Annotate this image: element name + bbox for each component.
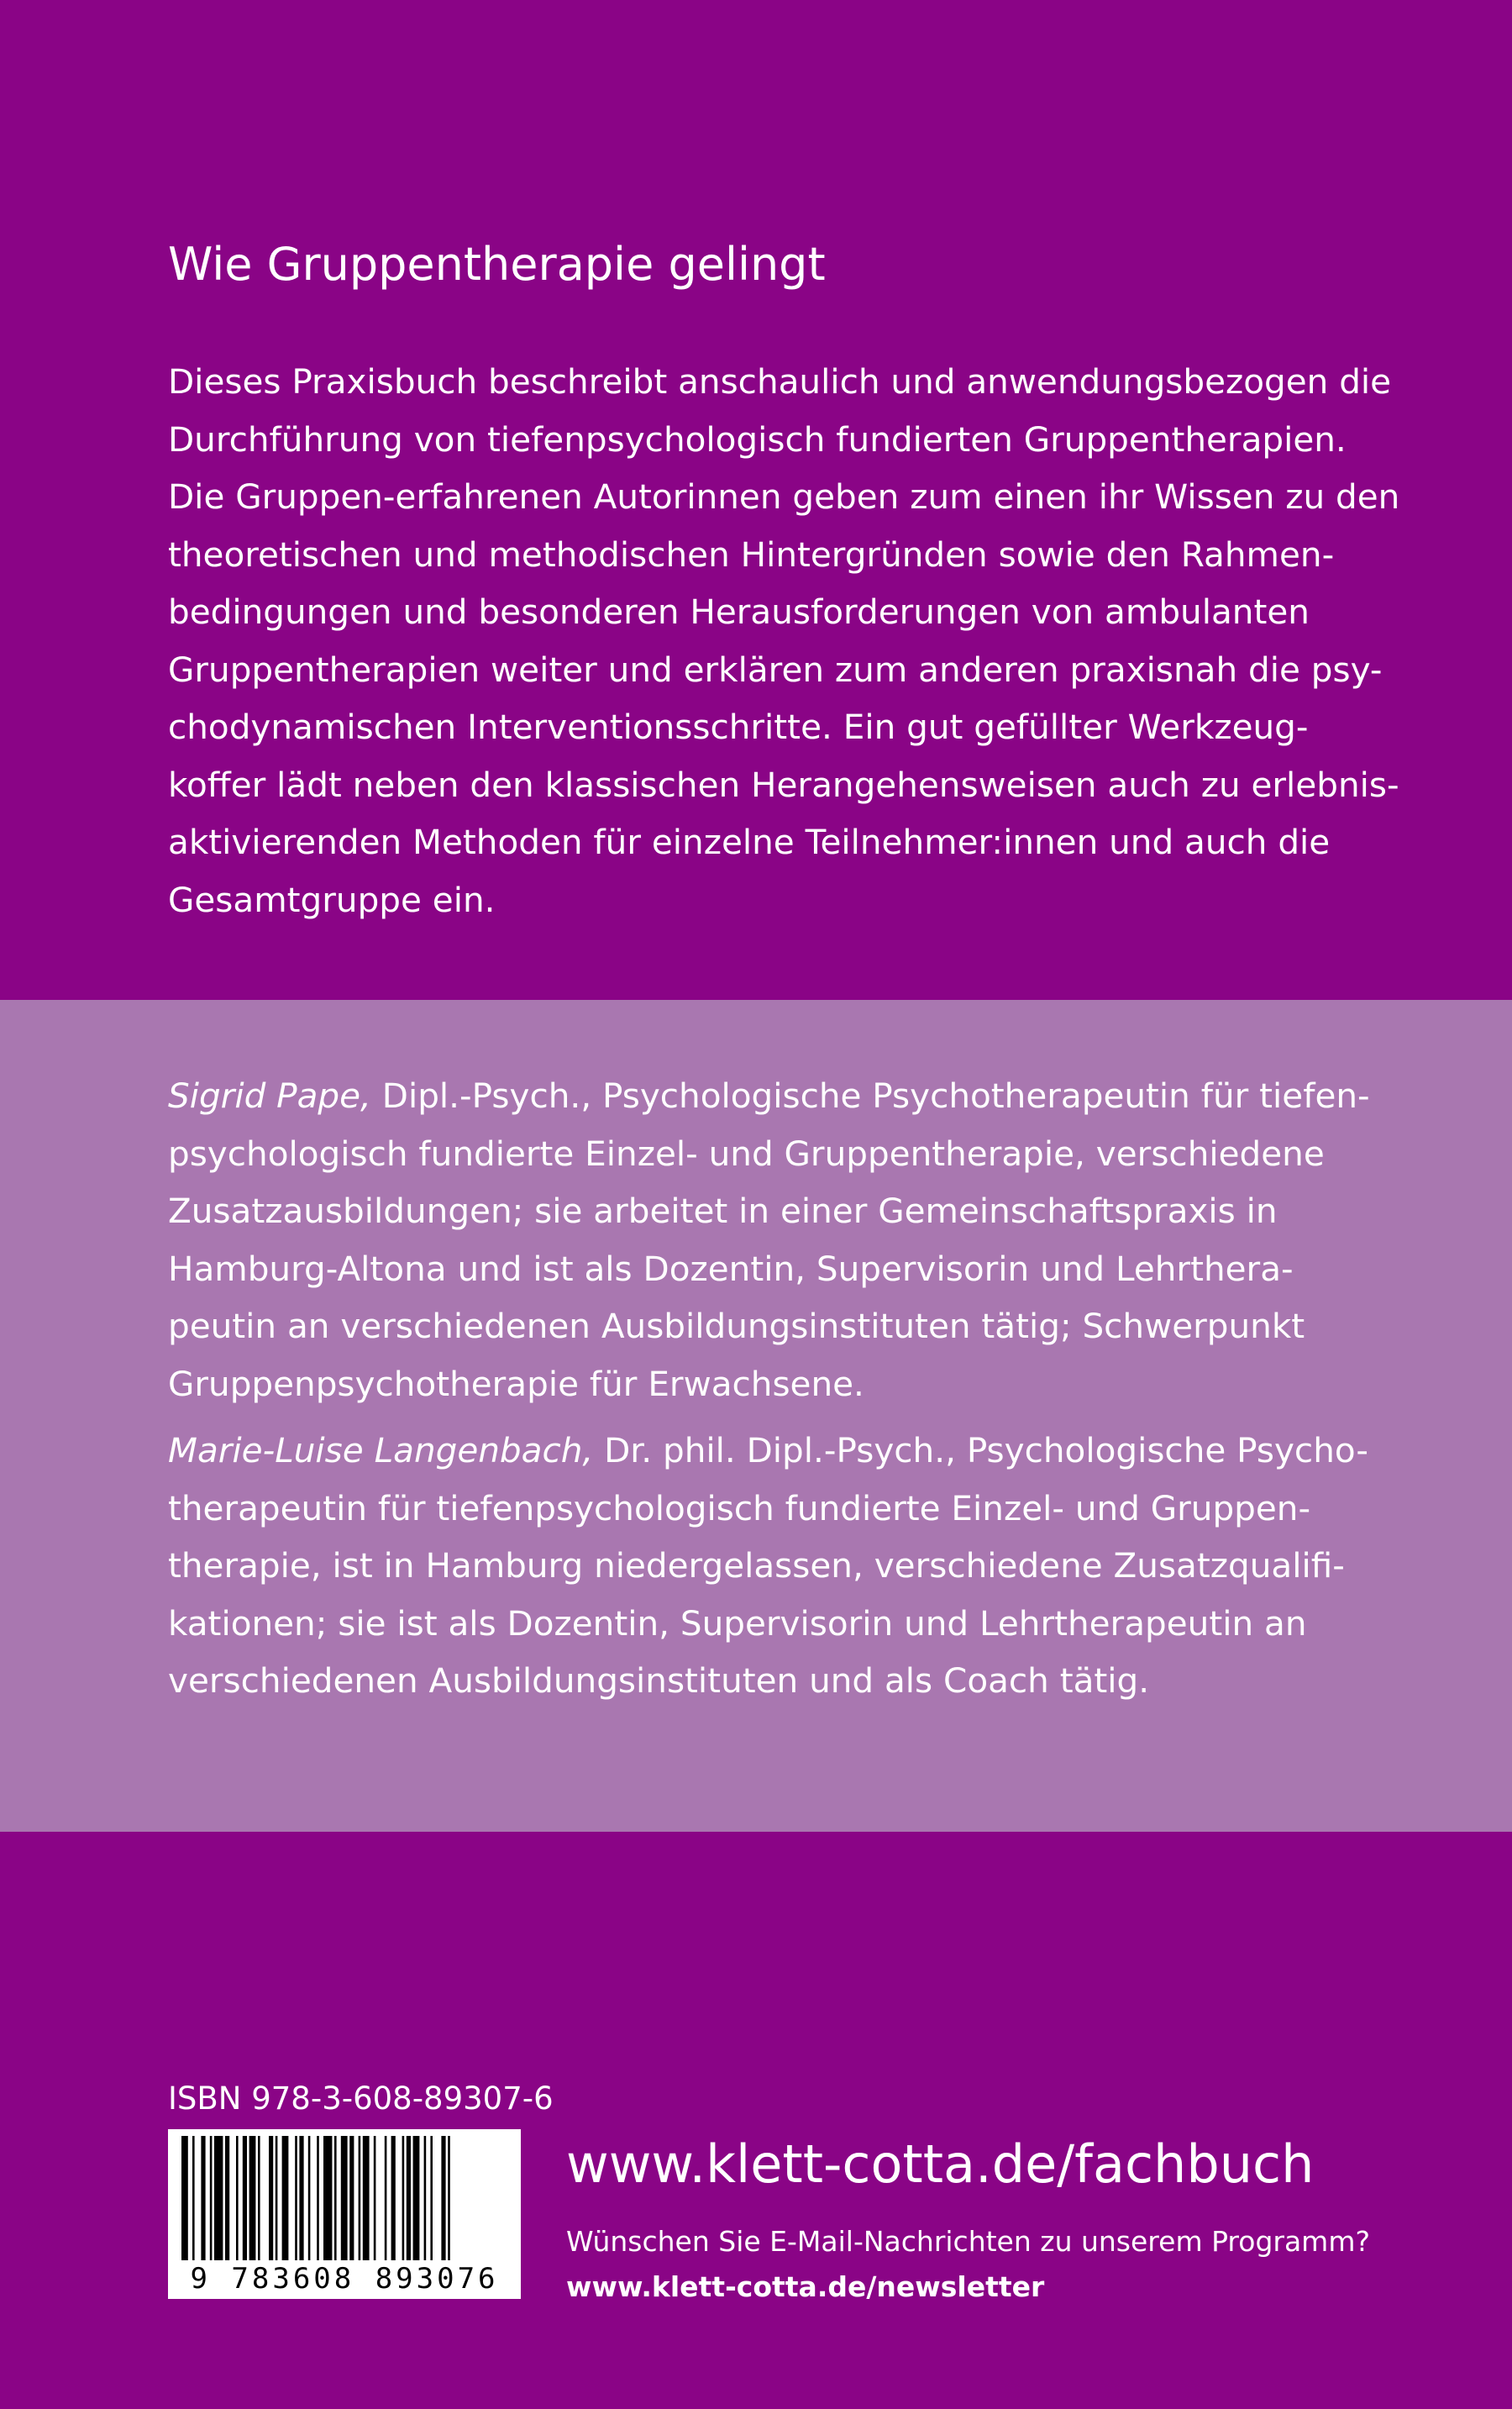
author-name: Sigrid Pape, <box>168 1076 371 1116</box>
barcode-bars <box>176 2136 512 2260</box>
description-line: Dieses Praxisbuch beschreibt anschaulich und anwendungsbezogen die <box>168 361 1392 402</box>
barcode-bar <box>402 2136 405 2260</box>
barcode-bar <box>181 2136 188 2260</box>
author-bio-line: Zusatzausbildungen; sie arbeitet in einer Gemeinschaftspraxis in <box>168 1191 1278 1231</box>
description-line: chodynamischen Interventionsschritte. Ein gut gefüllter Werkzeug- <box>168 707 1309 747</box>
description-line: theoretischen und methodischen Hintergründen sowie den Rahmen- <box>168 534 1335 575</box>
barcode-bar <box>359 2136 361 2260</box>
description-line: Gruppentherapien weiter und erklären zum anderen praxisnah die psy- <box>168 649 1383 690</box>
barcode-bar <box>192 2136 195 2260</box>
page-title: Wie Gruppentherapie gelingt <box>168 238 826 291</box>
barcode-bar <box>317 2136 319 2260</box>
barcode-bar <box>349 2136 354 2260</box>
author-bio-line: therapeutin für tiefenpsychologisch fundierte Einzel- und Gruppen- <box>168 1487 1311 1528</box>
barcode-bar <box>430 2136 433 2260</box>
barcode-bar <box>214 2136 223 2260</box>
barcode-digits: 9 783608 893076 <box>190 2262 499 2296</box>
description-line: Gesamtgruppe ein. <box>168 879 496 920</box>
barcode-bar <box>363 2136 370 2260</box>
barcode-bar <box>243 2136 247 2260</box>
author-bio-line: kationen; sie ist als Dozentin, Supervisorin und Lehrtherapeutin an <box>168 1602 1307 1644</box>
barcode-bar <box>236 2136 239 2260</box>
author-bio-line: psychologisch fundierte Einzel- und Gruppentherapie, verschiedene <box>168 1133 1325 1174</box>
barcode-bar <box>334 2136 337 2260</box>
barcode-bar <box>258 2136 260 2260</box>
publisher-website-link[interactable]: www.klett-cotta.de/fachbuch <box>566 2133 1315 2195</box>
barcode-bar <box>374 2136 376 2260</box>
barcode-bar <box>441 2136 445 2260</box>
author-bio-line <box>168 1422 1368 1480</box>
author-bio-line: Hamburg-Altona und ist als Dozentin, Supervisorin und Lehrthera- <box>168 1248 1294 1289</box>
barcode-bar <box>269 2136 273 2260</box>
barcode-bar <box>225 2136 229 2260</box>
barcode-bar <box>249 2136 256 2260</box>
barcode-bar <box>299 2136 303 2260</box>
description-line: koffer lädt neben den klassischen Herangehensweisen auch zu erlebnis- <box>168 764 1399 805</box>
author-bio-langenbach <box>168 1422 1368 1710</box>
barcode-bar <box>276 2136 278 2260</box>
author-bio-line: therapie, ist in Hamburg niedergelassen, verschiedene Zusatzqualifi- <box>168 1545 1345 1586</box>
barcode-bar <box>341 2136 348 2260</box>
newsletter-link[interactable]: www.klett-cotta.de/newsletter <box>566 2270 1045 2303</box>
author-section <box>0 1000 1512 1832</box>
author-bio-line: peutin an verschiedenen Ausbildungsinstituten tätig; Schwerpunkt <box>168 1306 1305 1346</box>
barcode-bar <box>308 2136 311 2260</box>
author-bio-text: Dr. phil. Dipl.-Psych., Psychologische Psycho- <box>593 1430 1369 1470</box>
top-section <box>0 0 1512 1000</box>
barcode-bar <box>391 2136 396 2260</box>
author-name: Marie-Luise Langenbach, <box>168 1430 594 1470</box>
book-description <box>168 353 1399 928</box>
description-line: aktivierenden Methoden für einzelne Teilnehmer:innen und auch die <box>168 822 1331 862</box>
author-bio-pape <box>168 1067 1370 1412</box>
description-line: Die Gruppen-erfahrenen Autorinnen geben zum einen ihr Wissen zu den <box>168 476 1400 517</box>
barcode-bar <box>407 2136 411 2260</box>
barcode-bar <box>413 2136 420 2260</box>
author-bio-line: verschiedenen Ausbildungsinstituten und als Coach tätig. <box>168 1660 1150 1701</box>
barcode-bar <box>201 2136 205 2260</box>
author-bio-text: Dipl.-Psych., Psychologische Psychotherapeutin für tiefen- <box>370 1076 1370 1116</box>
barcode <box>168 2129 521 2299</box>
author-bio-line: Gruppenpsychotherapie für Erwachsene. <box>168 1363 864 1404</box>
barcode-bar <box>282 2136 289 2260</box>
barcode-bar <box>448 2136 450 2260</box>
barcode-bar <box>385 2136 387 2260</box>
barcode-bar <box>295 2136 297 2260</box>
barcode-bar <box>424 2136 427 2260</box>
description-line: bedingungen und besonderen Herausforderungen von ambulanten <box>168 592 1310 632</box>
barcode-bar <box>210 2136 213 2260</box>
author-bio-line <box>168 1067 1370 1125</box>
description-line: Durchführung von tiefenpsychologisch fundierten Gruppentherapien. <box>168 418 1347 460</box>
isbn: ISBN 978-3-608-89307-6 <box>168 2080 554 2117</box>
newsletter-prompt: Wünschen Sie E-Mail-Nachrichten zu unserem Programm? <box>566 2225 1370 2258</box>
barcode-bar <box>323 2136 332 2260</box>
